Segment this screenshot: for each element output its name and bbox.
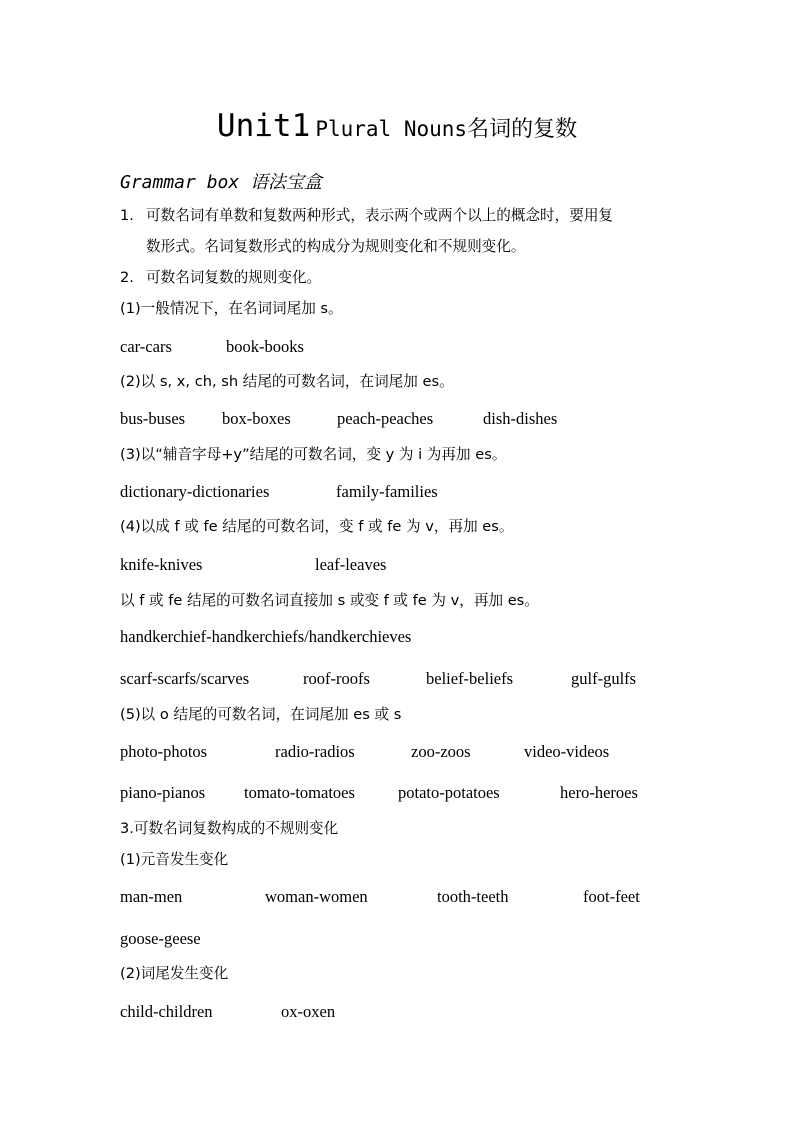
point-2-text: 可数名词复数的规则变化。: [146, 269, 322, 286]
title-main: Unit1: [216, 108, 311, 144]
irregular-1-example-5: goose-geese: [120, 929, 201, 948]
rule-4b-example-3: roof-roofs: [303, 669, 370, 688]
rule-2-example-4: dish-dishes: [483, 409, 558, 428]
grammar-box-zh: 语法宝盒: [250, 172, 323, 193]
point-2: [120, 268, 321, 288]
rule-1-example-2: book-books: [226, 337, 304, 356]
grammar-box-heading: [120, 168, 322, 194]
rule-5-example-8: hero-heroes: [560, 783, 638, 802]
point-1-line-1: [120, 206, 613, 226]
rule-2-example-3: peach-peaches: [337, 409, 434, 428]
irregular-1-example-2: woman-women: [265, 887, 368, 906]
rule-4b-example-4: belief-beliefs: [426, 669, 514, 688]
rule-5-example-5: piano-pianos: [120, 783, 206, 802]
irregular-2-example-1: child-children: [120, 1002, 213, 1021]
rule-5-example-7: potato-potatoes: [398, 783, 500, 802]
irregular-1: (1)元音发生变化: [120, 851, 229, 868]
rule-1: (1)一般情况下，在名词词尾加 s。: [120, 300, 343, 317]
rule-4b-example-2: scarf-scarfs/scarves: [120, 669, 250, 688]
rule-4b-example-1: handkerchief-handkerchiefs/handkerchieves: [120, 627, 412, 646]
point-1-line-2: 数形式。名词复数形式的构成分为规则变化和不规则变化。: [146, 238, 526, 255]
rule-5-example-1: photo-photos: [120, 742, 208, 761]
rule-5-example-3: zoo-zoos: [411, 742, 471, 761]
point-1-number: 1.: [120, 207, 134, 224]
irregular-2-example-2: ox-oxen: [281, 1002, 336, 1021]
rule-4b-example-5: gulf-gulfs: [571, 669, 637, 688]
rule-1-example-1: car-cars: [120, 337, 172, 356]
rule-2-example-2: box-boxes: [222, 409, 291, 428]
rule-3-example-2: family-families: [336, 482, 438, 501]
rule-5-example-4: video-videos: [524, 742, 610, 761]
irregular-1-example-4: foot-feet: [583, 887, 640, 906]
rule-4: (4)以成 f 或 fe 结尾的可数名词，变 f 或 fe 为 v，再加 es。: [120, 518, 514, 535]
rule-4-example-1: knife-knives: [120, 555, 203, 574]
rule-3: (3)以“辅音字母+y”结尾的可数名词，变 y 为 i 为再加 es。: [120, 446, 507, 463]
rule-5-example-6: tomato-tomatoes: [244, 783, 355, 802]
point-3: 3.可数名词复数构成的不规则变化: [120, 820, 339, 837]
rule-4b: 以 f 或 fe 结尾的可数名词直接加 s 或变 f 或 fe 为 v，再加 es。: [120, 592, 539, 609]
title-zh: 名词的复数: [467, 117, 578, 142]
rule-5-example-2: radio-radios: [275, 742, 355, 761]
point-2-number: 2.: [120, 269, 134, 286]
grammar-box-en: Grammar box: [120, 172, 240, 193]
irregular-1-example-3: tooth-teeth: [437, 887, 509, 906]
rule-2-example-1: bus-buses: [120, 409, 186, 428]
title-sub: Plural Nouns: [315, 117, 468, 141]
irregular-2: (2)词尾发生变化: [120, 965, 229, 982]
rule-3-example-1: dictionary-dictionaries: [120, 482, 270, 501]
page-title: [0, 108, 794, 144]
irregular-1-example-1: man-men: [120, 887, 183, 906]
rule-2: (2)以 s, x, ch, sh 结尾的可数名词，在词尾加 es。: [120, 373, 454, 390]
rule-5: (5)以 o 结尾的可数名词，在词尾加 es 或 s: [120, 706, 402, 723]
point-1-text-1: 可数名词有单数和复数两种形式，表示两个或两个以上的概念时，要用复: [146, 207, 614, 224]
rule-4-example-2: leaf-leaves: [315, 555, 387, 574]
